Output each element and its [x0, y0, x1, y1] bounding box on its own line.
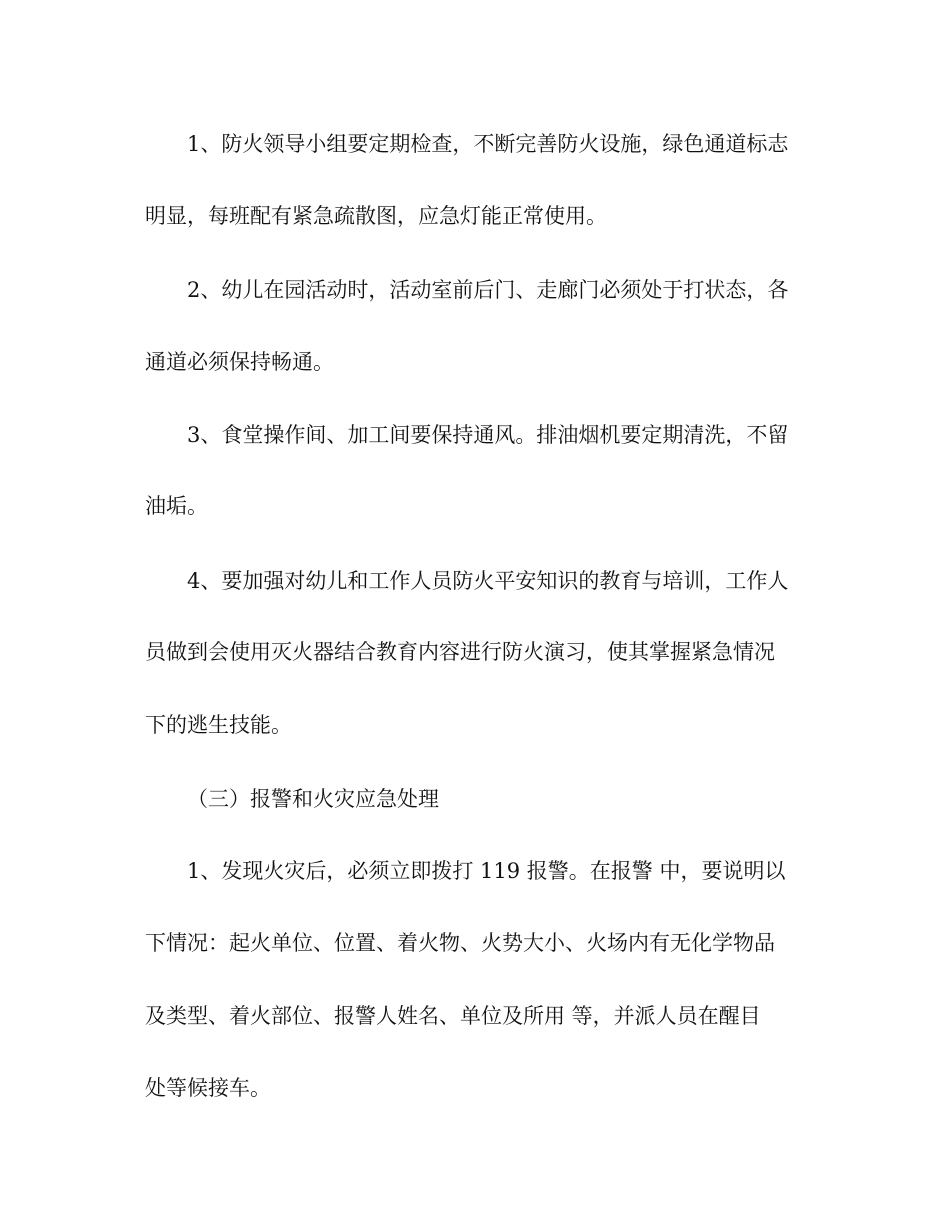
paragraph-line: 员做到会使用灭火器结合教育内容进行防火演习，使其掌握紧急情况 — [145, 640, 775, 664]
paragraph-line: 及类型、着火部位、报警人姓名、单位及所用 等，并派人员在醒目 — [145, 1004, 761, 1028]
paragraph-line: 1、发现火灾后，必须立即拨打 119 报警。在报警 中，要说明以 — [187, 859, 786, 883]
paragraph-line: 3、食堂操作间、加工间要保持通风。排油烟机要定期清洗，不留 — [187, 423, 789, 447]
paragraph-line: 通道必须保持畅通。 — [145, 350, 334, 374]
paragraph-line: 油垢。 — [145, 494, 208, 518]
paragraph-line: 4、要加强对幼儿和工作人员防火平安知识的教育与培训，工作人 — [187, 569, 789, 593]
section-heading: （三）报警和火灾应急处理 — [187, 787, 439, 811]
paragraph-line: 下的逃生技能。 — [145, 713, 292, 737]
paragraph-line: 2、幼儿在园活动时，活动室前后门、走廊门必须处于打状态，各 — [187, 278, 789, 302]
paragraph-line: 处等候接车。 — [145, 1076, 271, 1100]
paragraph-line: 下情况：起火单位、位置、着火物、火势大小、火场内有无化学物品 — [145, 931, 775, 955]
paragraph-line: 明显，每班配有紧急疏散图，应急灯能正常使用。 — [145, 204, 607, 228]
paragraph-line: 1、防火领导小组要定期检查，不断完善防火设施，绿色通道标志 — [187, 132, 789, 156]
